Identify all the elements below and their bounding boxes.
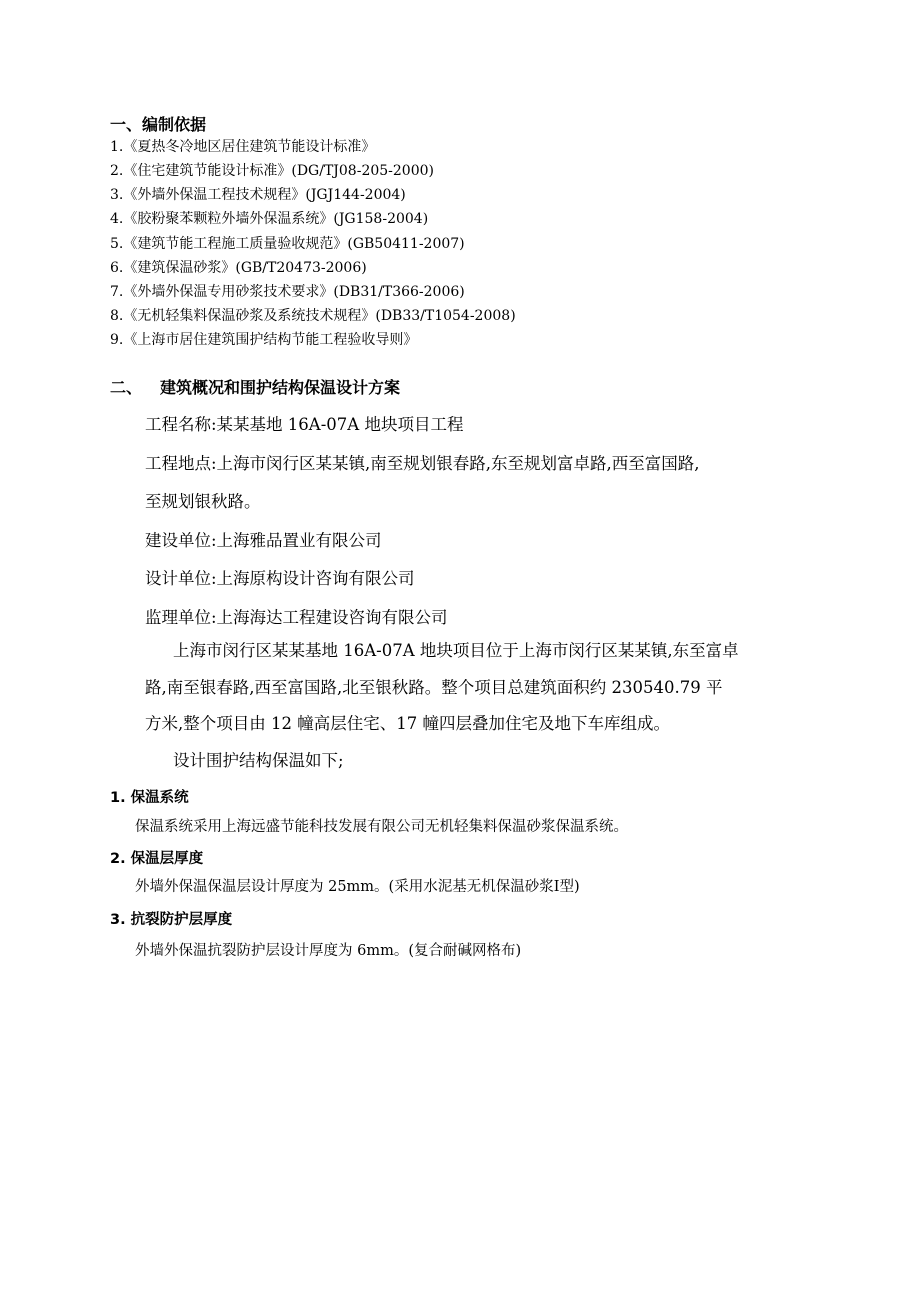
reference-item-3: 3.《外墙外保温工程技术规程》(JGJ144-2004)	[110, 187, 406, 203]
reference-item-1: 1.《夏热冬冷地区居住建筑节能设计标准》	[110, 139, 376, 155]
reference-item-9: 9.《上海市居住建筑围护结构节能工程验收导则》	[110, 332, 418, 348]
design-intro: 设计围护结构保温如下;	[173, 751, 344, 770]
subsection-2-title: 2. 保温层厚度	[110, 851, 204, 867]
reference-item-8: 8.《无机轻集料保温砂浆及系统技术规程》(DB33/T1054-2008)	[110, 308, 516, 324]
project-location-line-1: 工程地点:上海市闵行区某某镇,南至规划银春路,东至规划富卓路,西至富国路,	[145, 454, 700, 473]
reference-item-4: 4.《胶粉聚苯颗粒外墙外保温系统》(JG158-2004)	[110, 211, 429, 227]
reference-item-7: 7.《外墙外保温专用砂浆技术要求》(DB31/T366-2006)	[110, 284, 465, 300]
design-unit: 设计单位:上海原构设计咨询有限公司	[145, 569, 415, 588]
subsection-2-body: 外墙外保温保温层设计厚度为 25mm。(采用水泥基无机保温砂浆Ⅰ型)	[135, 879, 580, 895]
project-name: 工程名称:某某基地 16A-07A 地块项目工程	[145, 415, 464, 434]
subsection-3-body: 外墙外保温抗裂防护层设计厚度为 6mm。(复合耐碱网格布)	[135, 943, 522, 959]
overview-line-3: 方米,整个项目由 12 幢高层住宅、17 幢四层叠加住宅及地下车库组成。	[145, 714, 670, 733]
reference-item-6: 6.《建筑保温砂浆》(GB/T20473-2006)	[110, 260, 367, 276]
section-1-title: 一、编制依据	[110, 115, 207, 134]
overview-line-2: 路,南至银春路,西至富国路,北至银秋路。整个项目总建筑面积约 230540.79 平	[145, 678, 723, 697]
overview-line-1: 上海市闵行区某某基地 16A-07A 地块项目位于上海市闵行区某某镇,东至富卓	[173, 641, 739, 660]
project-location-line-2: 至规划银秋路。	[145, 492, 261, 511]
subsection-1-title: 1. 保温系统	[110, 790, 189, 806]
section-2-number: 二、	[110, 378, 143, 397]
builder-unit: 建设单位:上海雅品置业有限公司	[145, 531, 382, 550]
reference-item-2: 2.《住宅建筑节能设计标准》(DG/TJ08-205-2000)	[110, 163, 434, 179]
subsection-1-body: 保温系统采用上海远盛节能科技发展有限公司无机轻集料保温砂浆保温系统。	[135, 819, 628, 835]
reference-item-5: 5.《建筑节能工程施工质量验收规范》(GB50411-2007)	[110, 236, 465, 252]
supervision-unit: 监理单位:上海海达工程建设咨询有限公司	[145, 608, 448, 627]
section-2-title: 建筑概况和围护结构保温设计方案	[160, 378, 401, 397]
subsection-3-title: 3. 抗裂防护层厚度	[110, 912, 233, 928]
